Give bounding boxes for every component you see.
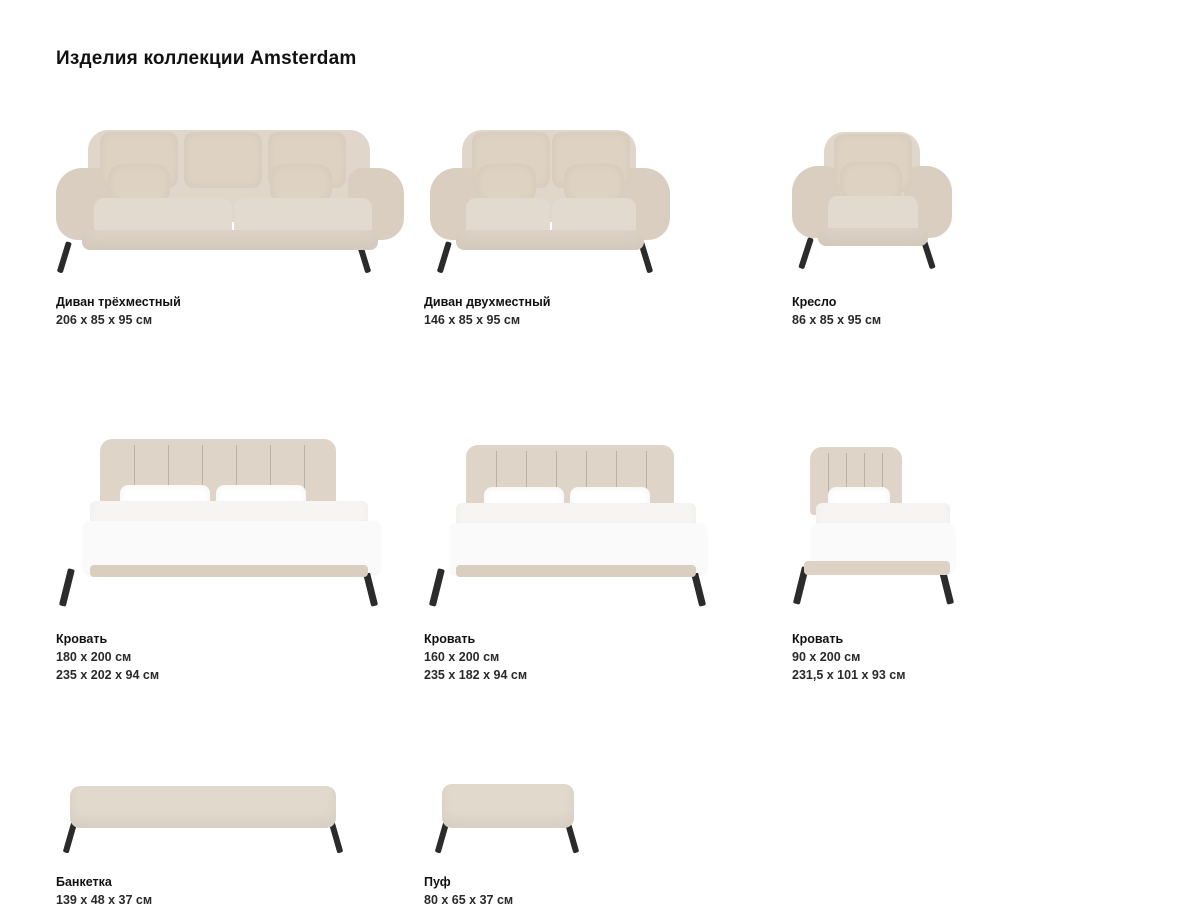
- product-card-sofa-3-seat[interactable]: [56, 112, 404, 329]
- product-grid: [56, 112, 1146, 909]
- product-name: Банкетка: [56, 875, 112, 889]
- product-card-bed-160[interactable]: [424, 429, 772, 684]
- product-card-pouf[interactable]: [424, 772, 772, 909]
- product-name: Кресло: [792, 295, 837, 309]
- product-caption: [56, 873, 404, 909]
- product-name: Диван трёхместный: [56, 295, 181, 309]
- product-dimensions: 139 x 48 x 37 см: [56, 893, 153, 907]
- product-size: 160 x 200 см: [424, 650, 500, 664]
- product-card-bed-90[interactable]: [792, 429, 1140, 684]
- product-card-sofa-2-seat[interactable]: [424, 112, 772, 329]
- product-dimensions: 235 x 182 x 94 см: [424, 668, 528, 682]
- product-row: [56, 772, 1146, 909]
- bed-king-icon: [56, 429, 404, 624]
- product-dimensions: 80 x 65 x 37 см: [424, 893, 514, 907]
- product-caption: [56, 630, 404, 684]
- product-name: Диван двухместный: [424, 295, 551, 309]
- bench-icon: [56, 772, 404, 867]
- product-caption: [792, 630, 1140, 684]
- product-card-empty: [792, 772, 1140, 909]
- bed-single-icon: [792, 429, 1140, 624]
- product-size: 180 x 200 см: [56, 650, 132, 664]
- product-name: Кровать: [424, 632, 476, 646]
- product-row: [56, 429, 1146, 684]
- pouf-icon: [424, 772, 772, 867]
- product-dimensions: 235 x 202 x 94 см: [56, 668, 160, 682]
- bed-queen-icon: [424, 429, 772, 624]
- page-title: Изделия коллекции Amsterdam: [56, 48, 357, 69]
- product-card-bench[interactable]: [56, 772, 404, 909]
- product-dimensions: 86 x 85 x 95 см: [792, 313, 882, 327]
- product-caption: [424, 293, 772, 329]
- armchair-icon: [792, 112, 1140, 287]
- product-dimensions: 146 x 85 x 95 см: [424, 313, 521, 327]
- product-name: Кровать: [56, 632, 108, 646]
- product-caption: [424, 873, 772, 909]
- product-card-armchair[interactable]: [792, 112, 1140, 329]
- product-name: Кровать: [792, 632, 844, 646]
- product-name: Пуф: [424, 875, 451, 889]
- three-seat-sofa-icon: [56, 112, 404, 287]
- product-caption: [792, 293, 1140, 329]
- product-row: [56, 112, 1146, 329]
- product-card-bed-180[interactable]: [56, 429, 404, 684]
- product-caption: [424, 630, 772, 684]
- product-size: 90 x 200 см: [792, 650, 861, 664]
- product-dimensions: 231,5 x 101 x 93 см: [792, 668, 906, 682]
- product-caption: [56, 293, 404, 329]
- two-seat-sofa-icon: [424, 112, 772, 287]
- product-dimensions: 206 x 85 x 95 см: [56, 313, 153, 327]
